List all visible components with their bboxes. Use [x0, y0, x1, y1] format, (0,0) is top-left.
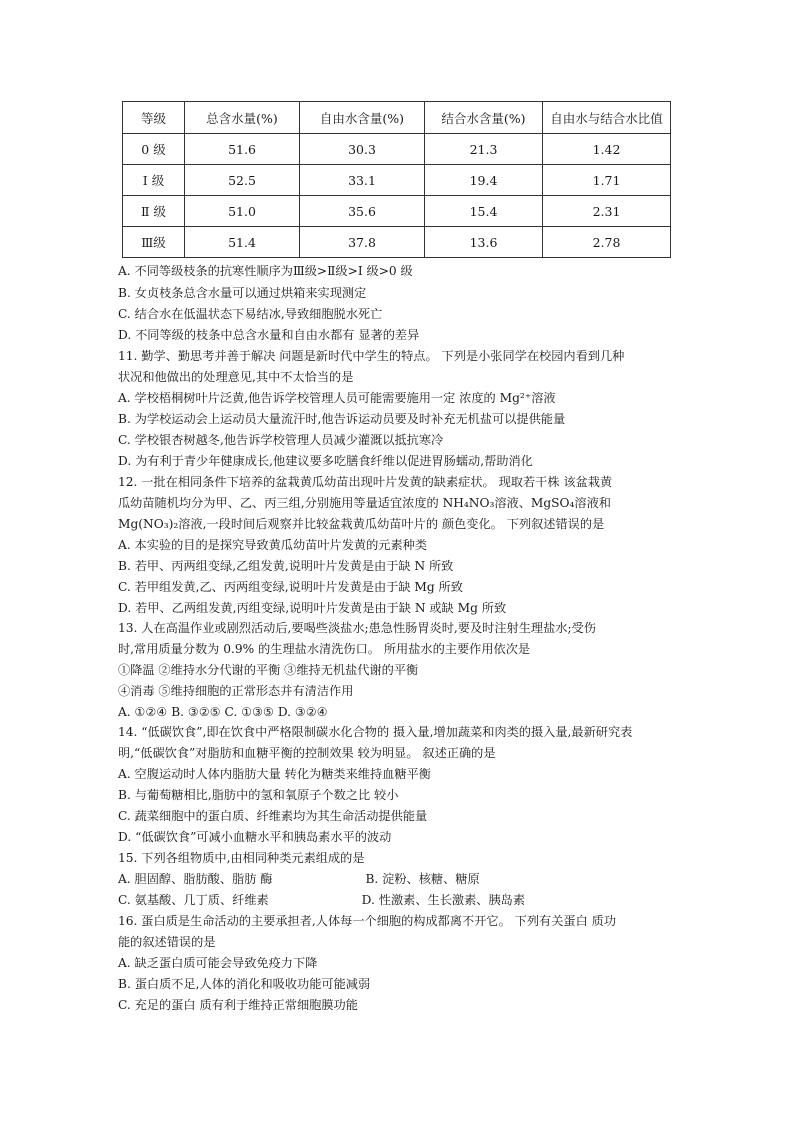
table-cell: 37.8 [300, 227, 425, 258]
question-text-line: A. 学校梧桐树叶片泛黄,他告诉学校管理人员可能需要施用一定 浓度的 Mg²⁺溶液 [118, 391, 556, 405]
table-cell: Ⅱ 级 [123, 196, 185, 227]
table-cell: 51.4 [185, 227, 300, 258]
question-text-line: C. 氨基酸、几丁质、纤维素 D. 性激素、生长激素、胰岛素 [118, 893, 526, 907]
question-text-line: D. “低碳饮食”可减小血糖水平和胰岛素水平的波动 [118, 830, 392, 844]
question-text-line: C. 结合水在低温状态下易结冰,导致细胞脱水死亡 [118, 307, 383, 321]
table-cell: 15.4 [425, 196, 543, 227]
table-cell: 1.42 [543, 134, 671, 165]
header-total-water: 总含水量(%) [185, 102, 300, 134]
header-ratio: 自由水与结合水比值 [543, 102, 671, 134]
question-text-line: B. 蛋白质不足,人体的消化和吸收功能可能减弱 [118, 977, 371, 991]
table-cell: 33.1 [300, 165, 425, 196]
question-text-line: A. 不同等级枝条的抗寒性顺序为Ⅲ级>Ⅱ级>I 级>0 级 [118, 264, 413, 278]
table-cell: 51.6 [185, 134, 300, 165]
table-cell: 35.6 [300, 196, 425, 227]
table-row [123, 165, 671, 196]
table-cell: 51.0 [185, 196, 300, 227]
table-row [123, 227, 671, 258]
question-text-line: ①降温 ②维持水分代谢的平衡 ③维持无机盐代谢的平衡 [118, 663, 419, 677]
table-cell: 2.31 [543, 196, 671, 227]
table-row [123, 196, 671, 227]
table-cell: Ⅰ 级 [123, 165, 185, 196]
question-text-line: ④消毒 ⑤维持细胞的正常形态并有清洁作用 [118, 684, 354, 698]
table-cell: 21.3 [425, 134, 543, 165]
question-text-line: C. 学校银杏树越冬,他告诉学校管理人员减少灌溉以抵抗寒冷 [118, 433, 444, 447]
question-text-line: C. 充足的蛋白 质有利于维持正常细胞膜功能 [118, 998, 358, 1012]
question-text-line: C. 若甲组发黄,乙、丙两组变绿,说明叶片发黄是由于缺 Mg 所致 [118, 580, 463, 594]
table-cell: 0 级 [123, 134, 185, 165]
question-text-line: 能的叙述错误的是 [118, 935, 216, 949]
question-text-line: B. 为学校运动会上运动员大量流汗时,他告诉运动员要及时补充无机盐可以提供能量 [118, 412, 566, 426]
question-text-line: C. 蔬菜细胞中的蛋白质、纤维素均为其生命活动提供能量 [118, 809, 428, 823]
water-content-table [122, 101, 671, 258]
question-text-line: 瓜幼苗随机均分为甲、乙、丙三组,分别施用等量适宜浓度的 NH₄NO₃溶液、MgSO₄溶液和 [118, 496, 611, 510]
question-text-line: 16. 蛋白质是生命活动的主要承担者,人体每一个细胞的构成都离不开它。 下列有关蛋白 质功 [118, 914, 617, 928]
table-cell: 13.6 [425, 227, 543, 258]
question-text-line: 14. “低碳饮食”,即在饮食中严格限制碳水化合物的 摄入量,增加蔬菜和肉类的摄入量,最新研究表 [118, 725, 633, 739]
header-free-water: 自由水含量(%) [300, 102, 425, 134]
table-cell: 1.71 [543, 165, 671, 196]
question-text-line: D. 若甲、乙两组发黄,丙组变绿,说明叶片发黄是由于缺 N 或缺 Mg 所致 [118, 601, 507, 615]
question-text-line: B. 若甲、丙两组变绿,乙组发黄,说明叶片发黄是由于缺 N 所致 [118, 559, 454, 573]
header-grade: 等级 [123, 102, 185, 134]
question-text-line: 时,常用质量分数为 0.9% 的生理盐水清洗伤口。 所用盐水的主要作用依次是 [118, 642, 531, 656]
question-text-line: 13. 人在高温作业或剧烈活动后,要喝些淡盐水;患急性肠胃炎时,要及时注射生理盐水;受伤 [118, 621, 596, 635]
table-header-row [123, 102, 671, 134]
question-text-line: Mg(NO₃)₂溶液,一段时间后观察并比较盆栽黄瓜幼苗叶片的 颜色变化。 下列叙述错误的是 [118, 517, 605, 531]
table-cell: 19.4 [425, 165, 543, 196]
table-cell: 30.3 [300, 134, 425, 165]
question-text-line: A. ①②④ B. ③②⑤ C. ①③⑤ D. ③②④ [118, 705, 328, 719]
question-text-line: A. 胆固醇、脂肪酸、脂肪 酶 B. 淀粉、核糖、糖原 [118, 872, 480, 886]
question-text-line: A. 缺乏蛋白质可能会导致免疫力下降 [118, 956, 318, 970]
table-cell: 52.5 [185, 165, 300, 196]
header-bound-water: 结合水含量(%) [425, 102, 543, 134]
question-text-line: D. 不同等级的枝条中总含水量和自由水都有 显著的差异 [118, 328, 420, 342]
table-row [123, 134, 671, 165]
question-text-line: 明,“低碳饮食”对脂肪和血糖平衡的控制效果 较为明显。 叙述正确的是 [118, 746, 496, 760]
question-text-line: 15. 下列各组物质中,由相同种类元素组成的是 [118, 851, 365, 865]
question-text-line: A. 空腹运动时人体内脂肪大量 转化为糖类来维持血糖平衡 [118, 767, 431, 781]
question-text-line: D. 为有利于青少年健康成长,他建议要多吃膳食纤维以促进胃肠蠕动,帮助消化 [118, 454, 533, 468]
question-text-line: 11. 勤学、勤思考并善于解决 问题是新时代中学生的特点。 下列是小张同学在校园内看到几种 [118, 349, 625, 363]
question-text-line: B. 与葡萄糖相比,脂肪中的氢和氧原子个数之比 较小 [118, 788, 399, 802]
table-cell: 2.78 [543, 227, 671, 258]
question-text-line: B. 女贞枝条总含水量可以通过烘箱来实现测定 [118, 286, 367, 300]
table-cell: Ⅲ级 [123, 227, 185, 258]
question-text-line: 状况和他做出的处理意见,其中不太恰当的是 [118, 370, 354, 384]
question-text-line: 12. 一批在相同条件下培养的盆栽黄瓜幼苗出现叶片发黄的缺素症状。 现取若干株 该盆栽黄 [118, 475, 613, 489]
question-text-line: A. 本实验的目的是探究导致黄瓜幼苗叶片发黄的元素种类 [118, 538, 428, 552]
